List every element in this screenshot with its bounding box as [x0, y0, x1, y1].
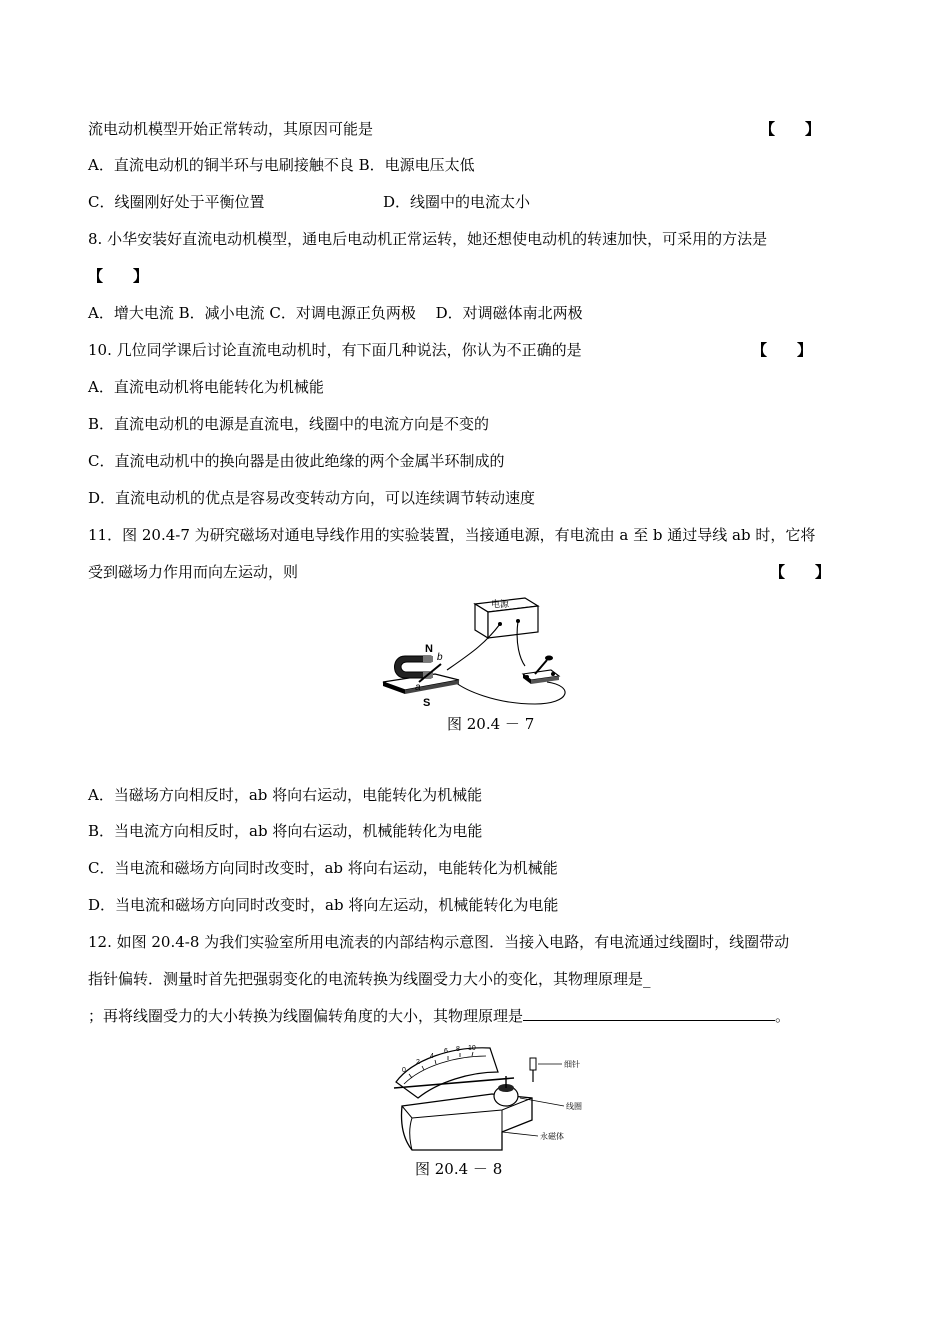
q11-option-c: C．当电流和磁场方向同时改变时，ab 将向右运动，电能转化为机械能 — [88, 859, 558, 877]
q10-option-a: A．直流电动机将电能转化为机械能 — [88, 378, 324, 396]
q8-stem: 8. 小华安装好直流电动机模型，通电后电动机正常运转，她还想使电动机的转速加快，可采用的方法是 — [88, 230, 768, 248]
figure-20-4-7 — [375, 594, 585, 710]
q11-option-a: A．当磁场方向相反时，ab 将向右运动，电能转化为机械能 — [88, 786, 483, 804]
pole-s-label: S — [423, 697, 431, 709]
q7-answer-bracket[interactable]: 【 】 — [760, 120, 821, 138]
q7-stem: 流电动机模型开始正常转动，其原因可能是 — [88, 120, 374, 138]
needle-label: 细针 — [564, 1060, 580, 1069]
power-supply-label: 电源 — [491, 599, 510, 609]
pole-n-label: N — [425, 643, 433, 655]
scale-number-2: 2 — [416, 1059, 420, 1066]
q7-option-c: C．线圈刚好处于平衡位置 — [88, 193, 265, 211]
q10-option-d: D．直流电动机的优点是容易改变转动方向，可以连续调节转动速度 — [88, 489, 536, 507]
q12-answer-blank[interactable] — [523, 1006, 775, 1021]
scale-number-8: 8 — [456, 1046, 460, 1053]
magnet-label: 永磁体 — [540, 1132, 564, 1141]
figure-20-4-8 — [382, 1036, 602, 1156]
q10-answer-bracket[interactable]: 【 】 — [752, 341, 813, 359]
end-b-label: b — [437, 652, 443, 663]
end-a-label: a — [415, 682, 421, 693]
q12-line3 — [88, 1006, 790, 1026]
q7-option-d: D．线圈中的电流太小 — [383, 193, 531, 211]
coil-label: 线圈 — [566, 1102, 582, 1111]
q10-option-b: B．直流电动机的电源是直流电，线圈中的电流方向是不变的 — [88, 415, 490, 433]
wire-return — [455, 682, 565, 704]
q8-options: A．增大电流 B．减小电流 C．对调电源正负两极 D．对调磁体南北两极 — [88, 304, 583, 322]
scale-number-10: 10 — [468, 1045, 476, 1052]
scale-number-6: 6 — [444, 1048, 448, 1055]
knife-switch — [523, 656, 559, 685]
q11-answer-bracket[interactable]: 【 】 — [770, 563, 831, 581]
q10-stem: 10. 几位同学课后讨论直流电动机时，有下面几种说法，你认为不正确的是 — [88, 341, 582, 359]
q10-option-c: C．直流电动机中的换向器是由彼此绝缘的两个金属半环制成的 — [88, 452, 505, 470]
scale-number-4: 4 — [430, 1053, 434, 1060]
meter-scale-plate — [396, 1048, 498, 1098]
figure-20-4-8-caption: 图 20.4 － 8 — [415, 1160, 503, 1178]
figure-20-4-7-caption: 图 20.4 － 7 — [447, 715, 535, 733]
q11-stem-line1: 11．图 20.4-7 为研究磁场对通电导线作用的实验装置，当接通电源，有电流由 a 至 b 通过导线 ab 时，它将 — [88, 526, 816, 544]
q12-line3-end: 。 — [775, 1007, 791, 1025]
q11-option-d: D．当电流和磁场方向同时改变时，ab 将向左运动，机械能转化为电能 — [88, 896, 559, 914]
q12-line3-start: ；再将线圈受力的大小转换为线圈偏转角度的大小，其物理原理是 — [88, 1007, 524, 1025]
q7-options-ab: A．直流电动机的铜半环与电刷接触不良 B．电源电压太低 — [88, 156, 475, 174]
q12-line1: 12. 如图 20.4-8 为我们实验室所用电流表的内部结构示意图．当接入电路，有电流通过线圈时，线圈带动 — [88, 933, 790, 951]
q11-stem-line2: 受到磁场力作用而向左运动，则 — [88, 563, 299, 581]
scale-number-0: 0 — [402, 1067, 406, 1074]
q12-line2: 指针偏转．测量时首先把强弱变化的电流转换为线圈受力大小的变化，其物理原理是_ — [88, 970, 651, 988]
q8-answer-bracket[interactable]: 【 】 — [88, 267, 149, 285]
q11-option-b: B．当电流方向相反时，ab 将向右运动，机械能转化为电能 — [88, 822, 483, 840]
